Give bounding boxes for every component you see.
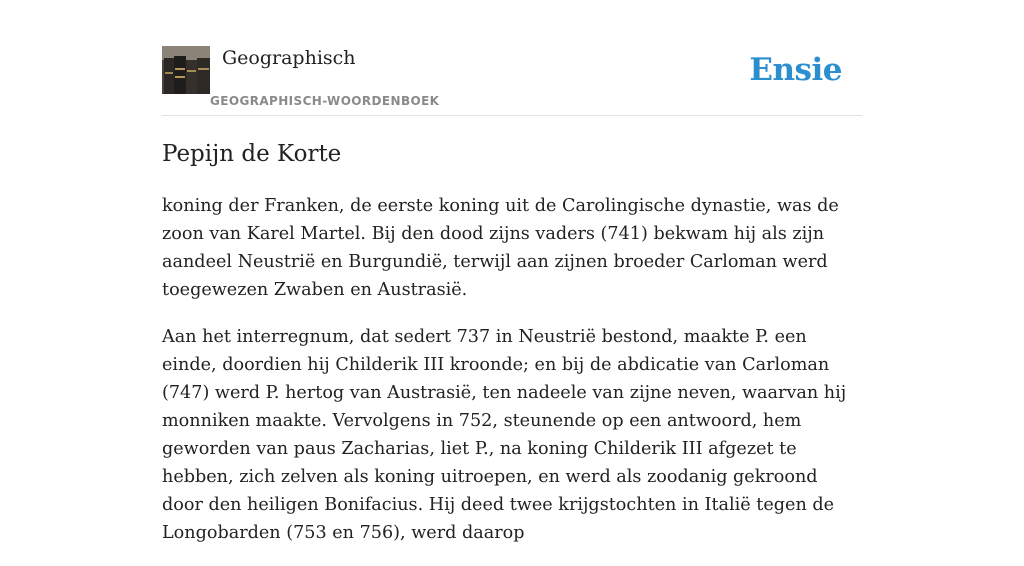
article-title: Pepijn de Korte bbox=[162, 141, 342, 167]
ensie-logo-link[interactable]: Ensie bbox=[749, 52, 842, 88]
article-paragraph: Aan het interregnum, dat sedert 737 in Neustrië bestond, maakte P. een einde, doordien hij Childerik III kroonde; en bij de abdicatie van Carloman (747) werd P. hertog van Austrasië, ten nadeele van zijne neven, waarvan hij monniken maakte. Vervolgens in 752, steunende op een antwoord, hem geworden van paus Zacharias, liet P., na koning Childerik III afgezet te hebben, zich zelven als koning uitroepen, en werd als zoodanig gekroond door den heiligen Bonifacius. Hij deed twee krijgstochten in Italië tegen de Longobarden (753 en 756), werd daarop bbox=[162, 327, 847, 543]
book-spines-icon bbox=[162, 46, 210, 94]
source-name[interactable]: Geographisch bbox=[222, 47, 356, 69]
source-avatar[interactable] bbox=[162, 46, 210, 94]
article-paragraph: koning der Franken, de eerste koning uit de Carolingische dynastie, was de zoon van Karel Martel. Bij den dood zijns vaders (741) bekwam hij als zijn aandeel Neustrië en Burgundië, terwijl aan zijnen broeder Carloman werd toegewezen Zwaben en Austrasië. bbox=[162, 196, 839, 300]
source-slug[interactable]: GEOGRAPHISCH-WOORDENBOEK bbox=[210, 94, 440, 108]
article-body bbox=[162, 192, 862, 566]
source-header bbox=[162, 46, 862, 116]
